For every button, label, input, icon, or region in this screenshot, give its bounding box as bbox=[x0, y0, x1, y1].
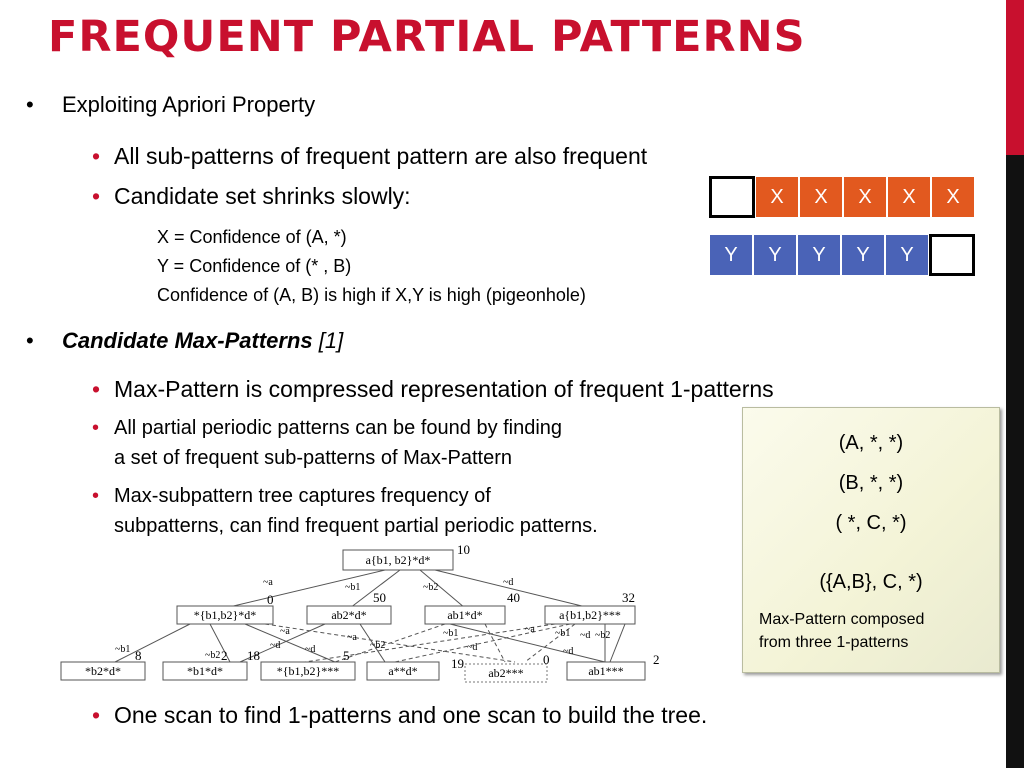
y-cell: Y bbox=[841, 234, 885, 276]
bullet-max-patterns-text: Candidate Max-Patterns bbox=[62, 328, 313, 353]
max-pattern-box bbox=[742, 407, 1000, 673]
edge-label: ~b1 bbox=[115, 644, 131, 655]
bullet-max-patterns bbox=[26, 328, 344, 354]
edge-label: ~d bbox=[305, 644, 316, 655]
bullet-partial-periodic-line2: a set of frequent sub-patterns of Max-Pattern bbox=[114, 447, 512, 469]
tree-nodes bbox=[61, 542, 660, 682]
y-cell: Y bbox=[709, 234, 753, 276]
x-cell: X bbox=[755, 176, 799, 218]
bullet-reference: [1] bbox=[312, 328, 344, 353]
bullet-subpattern-tree-line2: subpatterns, can find frequent partial periodic patterns. bbox=[114, 515, 598, 537]
edge-bar-accent bbox=[1006, 0, 1024, 155]
definition-x: X = Confidence of (A, *) bbox=[157, 227, 347, 247]
y-cell: Y bbox=[753, 234, 797, 276]
bullet-dot: • bbox=[92, 143, 101, 169]
tree-leaf-count: 18 bbox=[247, 648, 260, 663]
y-cell: Y bbox=[885, 234, 929, 276]
edge-label: ~d bbox=[580, 630, 591, 641]
empty-cell bbox=[709, 176, 755, 218]
pattern-a: (A, *, *) bbox=[838, 432, 904, 454]
tree-root-label: a{b1, b2}*d* bbox=[365, 553, 431, 567]
bullet-apriori-text: Exploiting Apriori Property bbox=[62, 92, 316, 117]
bullet-subpatterns-text: All sub-patterns of frequent pattern are also frequent bbox=[114, 143, 648, 169]
bullet-one-scan bbox=[92, 702, 708, 729]
bullet-subpattern-tree-line1: Max-subpattern tree captures frequency of bbox=[114, 485, 491, 507]
edge-label: ~b2 bbox=[370, 640, 386, 651]
bullet-dot: • bbox=[26, 328, 34, 353]
max-pattern-note-line1: Max-Pattern composed bbox=[759, 611, 925, 628]
edge-label: ~a bbox=[280, 626, 290, 637]
bullet-apriori bbox=[26, 92, 316, 118]
edge-label: ~a bbox=[525, 624, 535, 635]
tree-root-count: 10 bbox=[457, 542, 470, 557]
bullet-dot: • bbox=[92, 376, 101, 402]
pattern-c: ( *, C, *) bbox=[835, 512, 907, 534]
tree-node-label: *{b1,b2}*d* bbox=[193, 608, 257, 622]
tree-leaf-count: 8 bbox=[135, 648, 142, 663]
definitions bbox=[157, 223, 586, 310]
bullet-compressed bbox=[92, 376, 774, 403]
tree-node-count: 40 bbox=[507, 590, 520, 605]
y-cell-row bbox=[709, 234, 975, 276]
bullet-dot: • bbox=[92, 183, 101, 209]
bullet-candidate-set-text: Candidate set shrinks slowly: bbox=[114, 183, 411, 209]
x-cell-row bbox=[709, 176, 975, 218]
edge-label: ~d bbox=[503, 577, 514, 588]
tree-extra-count: 0 bbox=[543, 652, 550, 667]
bullet-one-scan-text: One scan to find 1-patterns and one scan to build the tree. bbox=[114, 702, 708, 728]
edge-label: ~b1 bbox=[443, 628, 459, 639]
y-cell: Y bbox=[797, 234, 841, 276]
max-pattern: ({A,B}, C, *) bbox=[819, 571, 923, 593]
edge-label: ~b2 bbox=[423, 582, 439, 593]
bullet-partial-periodic-line1: All partial periodic patterns can be found by finding bbox=[114, 417, 563, 439]
tree-leaf-count: 2 bbox=[653, 652, 660, 667]
slide-title: FREQUENT PARTIAL PATTERNS bbox=[48, 12, 806, 62]
tree-node-count: 32 bbox=[622, 590, 635, 605]
bullet-subpatterns bbox=[92, 143, 648, 170]
bullet-dot: • bbox=[92, 417, 100, 439]
tree-leaf-label: a**d* bbox=[388, 664, 418, 678]
tree-leaf-count: 2 bbox=[221, 648, 228, 663]
tree-leaf-label: *b2*d* bbox=[85, 664, 121, 678]
tree-leaf-label: ab2*** bbox=[488, 666, 524, 680]
edge-label: ~d bbox=[467, 642, 478, 653]
max-pattern-note bbox=[759, 608, 924, 654]
edge-label: ~b2 bbox=[595, 630, 611, 641]
x-cell: X bbox=[887, 176, 931, 218]
max-pattern-note-line2: from three 1-patterns bbox=[759, 634, 909, 651]
edge-label: ~a bbox=[263, 577, 273, 588]
bullet-candidate-set bbox=[92, 183, 411, 210]
x-cell: X bbox=[799, 176, 843, 218]
max-subpattern-tree bbox=[55, 540, 685, 690]
tree-node-count: 0 bbox=[267, 592, 274, 607]
edge-label: ~b2 bbox=[205, 650, 221, 661]
bullet-dot: • bbox=[92, 702, 101, 728]
bullet-subpattern-tree bbox=[92, 481, 598, 541]
tree-leaf-label: *b1*d* bbox=[187, 664, 223, 678]
tree-node-label: a{b1,b2}*** bbox=[559, 608, 621, 622]
bullet-partial-periodic bbox=[92, 413, 563, 473]
edge-label: ~b1 bbox=[345, 582, 361, 593]
empty-cell bbox=[929, 234, 975, 276]
tree-node-label: ab1*d* bbox=[447, 608, 483, 622]
bullet-compressed-text: Max-Pattern is compressed representation of frequent 1-patterns bbox=[114, 376, 774, 402]
tree-leaf-count: 5 bbox=[343, 648, 350, 663]
definition-pigeonhole: Confidence of (A, B) is high if X,Y is high (pigeonhole) bbox=[157, 285, 586, 305]
bullet-dot: • bbox=[92, 485, 100, 507]
tree-leaf-label: *{b1,b2}*** bbox=[276, 664, 340, 678]
pattern-b: (B, *, *) bbox=[838, 472, 904, 494]
tree-leaf-count: 19 bbox=[451, 656, 464, 671]
definition-y: Y = Confidence of (* , B) bbox=[157, 256, 352, 276]
edge-label: ~b1 bbox=[555, 628, 571, 639]
bullet-dot: • bbox=[26, 92, 34, 117]
tree-node-count: 50 bbox=[373, 590, 386, 605]
tree-node-label: ab2*d* bbox=[331, 608, 367, 622]
x-cell: X bbox=[931, 176, 975, 218]
tree-leaf-label: ab1*** bbox=[588, 664, 624, 678]
edge-label: ~d bbox=[270, 640, 281, 651]
x-cell: X bbox=[843, 176, 887, 218]
edge-label: ~d bbox=[563, 646, 574, 657]
edge-label: ~a bbox=[347, 632, 357, 643]
